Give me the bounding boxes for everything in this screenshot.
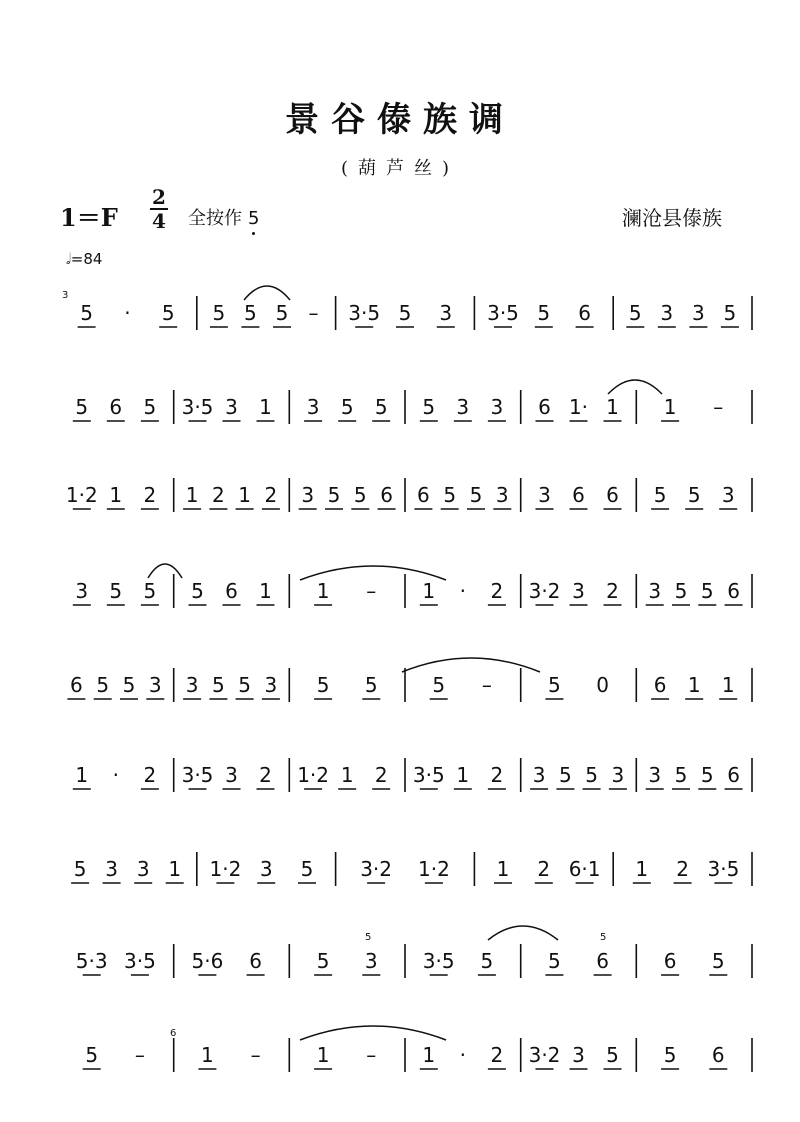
jianpu-note: 5 — [537, 301, 551, 325]
jianpu-note: 3·5 — [487, 301, 519, 325]
slur-arc — [244, 286, 290, 300]
jianpu-note: 3·5 — [348, 301, 381, 325]
jianpu-note: 5 — [143, 579, 157, 603]
jianpu-note: 3·5 — [181, 395, 214, 419]
jianpu-note: 2 — [374, 763, 388, 787]
jianpu-note: 1 — [496, 857, 510, 881]
jianpu-note: 1 — [238, 483, 251, 507]
slur-arc — [402, 658, 540, 672]
jianpu-note: 1 — [316, 579, 330, 603]
jianpu-note: 3 — [148, 673, 162, 697]
jianpu-note: 5 — [96, 673, 110, 697]
jianpu-note: 1 — [422, 1043, 436, 1067]
region-credit: 澜沧县傣族 — [622, 206, 722, 230]
jianpu-note: 5 — [122, 673, 136, 697]
jianpu-note: 3 — [495, 483, 509, 507]
jianpu-note: 3·5 — [412, 763, 445, 787]
jianpu-note: 2 — [212, 483, 225, 507]
jianpu-note: 3 — [572, 579, 585, 603]
jianpu-note: 1 — [201, 1043, 214, 1067]
jianpu-note: 1·2 — [65, 483, 98, 507]
jianpu-note: 1· — [568, 395, 589, 419]
jianpu-note: 6 — [538, 395, 551, 419]
jianpu-note: 5 — [109, 579, 123, 603]
jianpu-note: 3·5 — [123, 949, 156, 973]
jianpu-note: 5 — [559, 763, 572, 787]
jianpu-note: 6 — [109, 395, 123, 419]
jianpu-note: 3 — [532, 763, 546, 787]
slur-arc — [608, 380, 662, 394]
jianpu-note: – — [366, 579, 377, 603]
jianpu-note: 3·5 — [707, 857, 740, 881]
jianpu-note: 1 — [316, 1043, 330, 1067]
jianpu-note: 3 — [136, 857, 150, 881]
jianpu-note: 5 — [432, 673, 446, 697]
jianpu-note: 5 — [340, 395, 354, 419]
jianpu-note: 1 — [185, 483, 199, 507]
jianpu-note: 3 — [185, 673, 199, 697]
jianpu-note: 5 — [585, 763, 598, 787]
jianpu-note: 3 — [692, 301, 705, 325]
jianpu-note: – — [134, 1043, 145, 1067]
jianpu-note: 5 — [316, 949, 330, 973]
jianpu-note: 5 — [300, 857, 314, 881]
jianpu-note: 6 — [380, 483, 393, 507]
time-signature-bottom: 4 — [152, 209, 166, 233]
jianpu-note: 5 — [469, 483, 483, 507]
jianpu-note: 5·3 — [75, 949, 108, 973]
jianpu-note: 3 — [225, 763, 238, 787]
key-signature: 1＝F — [60, 203, 118, 232]
jianpu-note: 5 — [674, 763, 688, 787]
jianpu-note: 6 — [249, 949, 262, 973]
jianpu-note: 5 — [374, 395, 388, 419]
jianpu-note: 5 — [674, 579, 688, 603]
jianpu-note: 3·2 — [360, 857, 393, 881]
jianpu-note: 1·2 — [417, 857, 450, 881]
jianpu-note: 5 — [75, 395, 89, 419]
jianpu-note: 1 — [635, 857, 649, 881]
jianpu-note: 5 — [275, 301, 289, 325]
jianpu-note: 1 — [259, 579, 272, 603]
jianpu-note: 3 — [264, 673, 278, 697]
jianpu-note: 3 — [648, 579, 662, 603]
jianpu-note: 1 — [422, 579, 436, 603]
jianpu-note: 1·2 — [209, 857, 242, 881]
jianpu-note: 5 — [548, 949, 561, 973]
jianpu-note: 5 — [364, 673, 378, 697]
jianpu-note: 5 — [238, 673, 251, 697]
jianpu-note: 1 — [75, 763, 89, 787]
jianpu-note: 2 — [264, 483, 278, 507]
jianpu-note: 2 — [537, 857, 551, 881]
jianpu-note: 2 — [676, 857, 689, 881]
jianpu-note: 3 — [538, 483, 551, 507]
jianpu-note: 2 — [143, 483, 157, 507]
jianpu-note: 6·1 — [568, 857, 601, 881]
jianpu-note: 3 — [301, 483, 315, 507]
jianpu-note: 5 — [548, 673, 561, 697]
jianpu-note: 6 — [417, 483, 430, 507]
jianpu-note: 5 — [653, 483, 667, 507]
jianpu-note: 1 — [687, 673, 701, 697]
jianpu-note: 5 — [628, 301, 642, 325]
jianpu-note: 3·5 — [181, 763, 214, 787]
jianpu-note: – — [250, 1043, 261, 1067]
jianpu-note: 5 — [161, 301, 175, 325]
jianpu-note: 1 — [168, 857, 182, 881]
jianpu-note: 5 — [700, 763, 714, 787]
jianpu-note: 5 — [606, 1043, 619, 1067]
jianpu-note: 5 — [422, 395, 436, 419]
jianpu-note: – — [308, 301, 319, 325]
jianpu-note: 1 — [606, 395, 619, 419]
jianpu-note: 3 — [259, 857, 273, 881]
jianpu-note: 1 — [663, 395, 677, 419]
time-signature-top: 2 — [152, 185, 166, 209]
jianpu-note: 3 — [721, 483, 735, 507]
jianpu-note: 5 — [398, 301, 412, 325]
jianpu-note: 5 — [480, 949, 494, 973]
jianpu-note: – — [366, 1043, 377, 1067]
jianpu-note: 6 — [727, 763, 740, 787]
jianpu-note: 5 — [244, 301, 257, 325]
instrument-subtitle: (葫芦丝) — [340, 158, 460, 179]
jianpu-note: 5 — [85, 1043, 99, 1067]
jianpu-note: 6 — [663, 949, 677, 973]
jianpu-note: 6 — [727, 579, 740, 603]
jianpu-note: 3 — [660, 301, 674, 325]
grace-note: 3 — [62, 290, 69, 301]
jianpu-note: 5 — [212, 301, 226, 325]
jianpu-note: 3 — [611, 763, 625, 787]
jianpu-note: 2 — [490, 579, 504, 603]
jianpu-note: · — [459, 1043, 466, 1067]
jianpu-note: 5 — [723, 301, 737, 325]
jianpu-note: 3 — [490, 395, 504, 419]
jianpu-note: 5 — [80, 301, 93, 325]
jianpu-note: 5 — [700, 579, 714, 603]
jianpu-note: 6 — [572, 483, 585, 507]
jianpu-note: 5 — [143, 395, 157, 419]
fingering-label: 全按作 — [188, 208, 242, 229]
jianpu-note: 6 — [596, 949, 609, 973]
jianpu-note: 3 — [456, 395, 470, 419]
jianpu-note: – — [481, 673, 492, 697]
jianpu-note: 6 — [578, 301, 591, 325]
jianpu-note: 1 — [721, 673, 735, 697]
fingering-pitch: 5 — [248, 208, 260, 229]
jianpu-note: 2 — [606, 579, 619, 603]
jianpu-note: 6 — [711, 1043, 725, 1067]
jianpu-note: 5 — [191, 579, 204, 603]
jianpu-note: 5 — [212, 673, 225, 697]
jianpu-note: 6 — [606, 483, 619, 507]
jianpu-note: 2 — [490, 763, 504, 787]
jianpu-note: 3 — [225, 395, 238, 419]
jianpu-note: 3 — [105, 857, 118, 881]
jianpu-note: 3 — [572, 1043, 585, 1067]
jianpu-note: 1 — [340, 763, 354, 787]
jianpu-note: 5 — [443, 483, 457, 507]
slur-arc — [148, 564, 182, 578]
jianpu-note: 5 — [711, 949, 725, 973]
tempo-marking: 𝅗𝅥=84 — [66, 250, 103, 268]
jianpu-note: 3 — [306, 395, 320, 419]
jianpu-note: · — [459, 579, 466, 603]
grace-note: 6 — [170, 1028, 177, 1039]
jianpu-note: 6 — [70, 673, 83, 697]
jianpu-note: 6 — [225, 579, 238, 603]
jianpu-note: 3·2 — [528, 1043, 561, 1067]
jianpu-note: 5 — [327, 483, 341, 507]
slur-arc — [300, 566, 446, 580]
jianpu-note: · — [112, 763, 119, 787]
jianpu-note: 6 — [653, 673, 667, 697]
jianpu-note: 5 — [687, 483, 701, 507]
jianpu-note: 1 — [456, 763, 470, 787]
jianpu-note: 2 — [143, 763, 157, 787]
jianpu-note: 2 — [259, 763, 272, 787]
jianpu-note: 3 — [364, 949, 378, 973]
jianpu-note: 5 — [73, 857, 87, 881]
jianpu-note: 1 — [109, 483, 123, 507]
jianpu-note: 3·2 — [528, 579, 561, 603]
jianpu-note: 5 — [316, 673, 330, 697]
jianpu-note: 1·2 — [297, 763, 330, 787]
jianpu-note: 5 — [663, 1043, 677, 1067]
jianpu-note: 2 — [490, 1043, 504, 1067]
page-title: 景谷傣族调 — [285, 100, 515, 140]
jianpu-note: · — [124, 301, 131, 325]
jianpu-note: 0 — [596, 673, 609, 697]
jianpu-note: 5 — [353, 483, 367, 507]
jianpu-note: 3 — [439, 301, 453, 325]
jianpu-note: 3 — [75, 579, 89, 603]
slur-arc — [300, 1026, 446, 1040]
jianpu-note: 3·5 — [422, 949, 455, 973]
jianpu-note: 3 — [648, 763, 662, 787]
grace-note: 5 — [365, 932, 372, 943]
jianpu-note: 5·6 — [191, 949, 224, 973]
grace-note: 5 — [600, 932, 607, 943]
jianpu-note: – — [713, 395, 724, 419]
jianpu-note: 1 — [259, 395, 272, 419]
slur-arc — [488, 926, 558, 940]
